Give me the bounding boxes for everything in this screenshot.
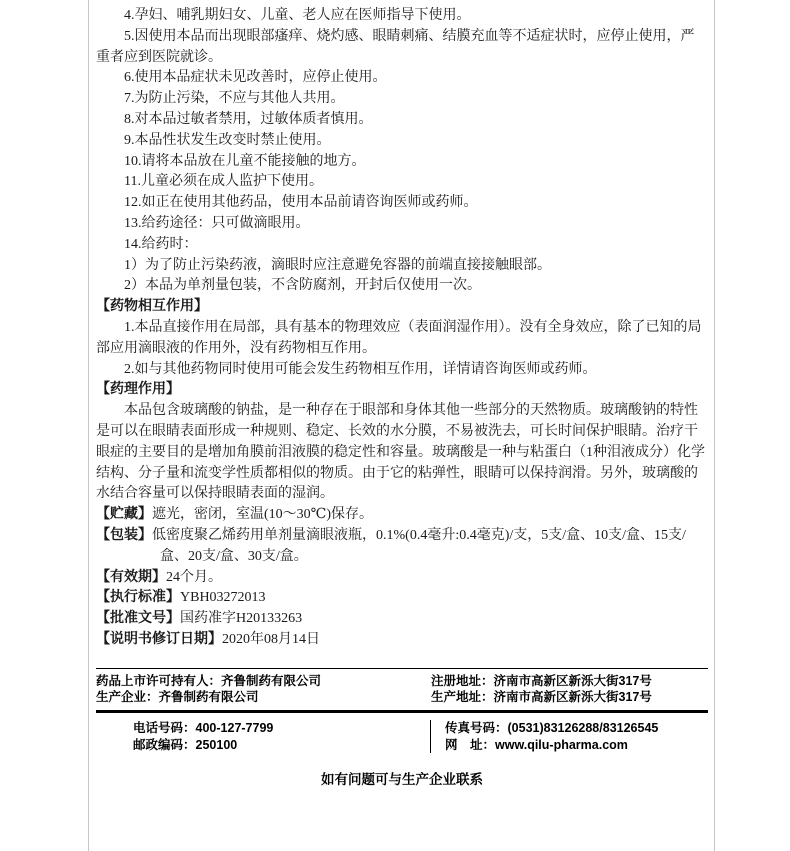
field-value: 国药准字H20133263 (180, 611, 303, 627)
contact-phone-table (96, 720, 708, 753)
precaution-item: 10.请将本品放在儿童不能接触的地方。 (124, 153, 366, 169)
precaution-item: 6.使用本品症状未见改善时，应停止使用。 (124, 70, 387, 86)
section-paragraph: 1.本品直接作用在局部，具有基本的物理效应（表面润湿作用）。没有全身效应，除了已知的局部应用滴眼液的作用外，没有药物相互作用。 (96, 319, 702, 356)
section-heading-drug-interactions: 【药物相互作用】 (96, 299, 208, 315)
precaution-subitem: 1）为了防止污染药液，滴眼时应注意避免容器的前端直接接触眼部。 (124, 257, 551, 273)
phone-label: 电话号码： (133, 721, 196, 735)
field-revision-date (96, 630, 708, 651)
precaution-item: 11.儿童必须在成人监护下使用。 (124, 174, 323, 190)
field-value: YBH03272013 (180, 590, 266, 606)
precaution-item: 7.为防止污染，不应与其他人共用。 (124, 91, 345, 107)
contact-company-table (96, 668, 708, 713)
field-value: 遮光，密闭，室温(10～30℃)保存。 (152, 507, 373, 523)
leaflet-page (88, 0, 715, 851)
precaution-item: 4.孕妇、哺乳期妇女、儿童、老人应在医师指导下使用。 (124, 8, 471, 23)
precaution-item: 13.给药途径：只可做滴眼用。 (124, 215, 310, 231)
field-shelf-life (96, 568, 708, 589)
fax-label: 传真号码： (445, 721, 508, 735)
contact-block (96, 668, 708, 753)
phone-row (133, 720, 430, 737)
precaution-item: 14.给药时： (124, 236, 198, 252)
field-storage (96, 505, 708, 526)
fax-value: (0531)83126288/83126545 (507, 721, 659, 735)
manufacturer-value: 齐鲁制药有限公司 (158, 690, 259, 704)
field-label: 【说明书修订日期】 (96, 631, 222, 647)
section-heading-pharmacology: 【药理作用】 (96, 382, 180, 398)
mah-value: 齐鲁制药有限公司 (221, 674, 322, 688)
phone-value: 400-127-7799 (195, 721, 274, 735)
field-value: 低密度聚乙烯药用单剂量滴眼液瓶，0.1%(0.4毫升:0.4毫克)/支，5支/盒、10支/盒、15支/盒、20支/盒、30支/盒。 (152, 527, 686, 564)
leaflet-body (96, 6, 708, 651)
field-approval-number (96, 609, 708, 630)
field-label: 【包装】 (96, 527, 152, 543)
mah-label: 药品上市许可持有人： (96, 674, 222, 688)
section-paragraph: 本品包含玻璃酸的钠盐，是一种存在于眼部和身体其他一些部分的天然物质。玻璃酸钠的特性是可以在眼睛表面形成一种规则、稳定、长效的水分膜，不易被洗去，可长时间保护眼睛。治疗干眼症的主要目的是增加角膜前泪液膜的稳定性和容量。玻璃酸是一种与粘蛋白（1种泪液成分）化学结构、分子量和流变学性质都相似的物质。由于它的粘弹性，眼睛可以保持润滑。另外，玻璃酸的水结合容量可以保持眼睛表面的湿润。 (96, 403, 705, 502)
prod-address-label: 生产地址： (431, 690, 494, 704)
website-label: 网 址： (445, 737, 496, 752)
field-label: 【批准文号】 (96, 611, 180, 627)
postcode-label: 邮政编码： (133, 737, 196, 752)
section-paragraph: 2.如与其他药物同时使用可能会发生药物相互作用，详情请咨询医师或药师。 (124, 361, 597, 377)
postcode-value: 250100 (195, 737, 238, 752)
reg-address-value: 济南市高新区新泺大街317号 (493, 674, 652, 688)
manufacturer-row (96, 689, 708, 705)
website-value: www.qilu-pharma.com (495, 737, 628, 752)
prod-address-value: 济南市高新区新泺大街317号 (493, 690, 652, 704)
reg-address-label: 注册地址： (431, 674, 494, 688)
field-packaging (96, 526, 708, 568)
precaution-item: 8.对本品过敏者禁用，过敏体质者慎用。 (124, 111, 373, 127)
fax-row (445, 720, 708, 737)
precaution-subitem: 2）本品为单剂量包装，不含防腐剂，开封后仅使用一次。 (124, 278, 481, 294)
field-label: 【贮藏】 (96, 507, 152, 523)
field-label: 【执行标准】 (96, 590, 180, 606)
postcode-row (133, 737, 430, 754)
contact-note: 如有问题可与生产企业联系 (321, 772, 483, 787)
precaution-item: 12.如正在使用其他药品，使用本品前请咨询医师或药师。 (124, 195, 478, 211)
website-row (445, 737, 708, 754)
field-standard (96, 588, 708, 609)
precaution-item: 9.本品性状发生改变时禁止使用。 (124, 132, 331, 148)
manufacturer-label: 生产企业： (96, 690, 159, 704)
field-value: 2020年08月14日 (222, 631, 320, 647)
mah-row (96, 673, 708, 689)
field-label: 【有效期】 (96, 569, 166, 585)
field-value: 24个月。 (166, 569, 222, 585)
precaution-item: 5.因使用本品而出现眼部瘙痒、烧灼感、眼睛刺痛、结膜充血等不适症状时，应停止使用，严重者应到医院就诊。 (96, 28, 695, 65)
